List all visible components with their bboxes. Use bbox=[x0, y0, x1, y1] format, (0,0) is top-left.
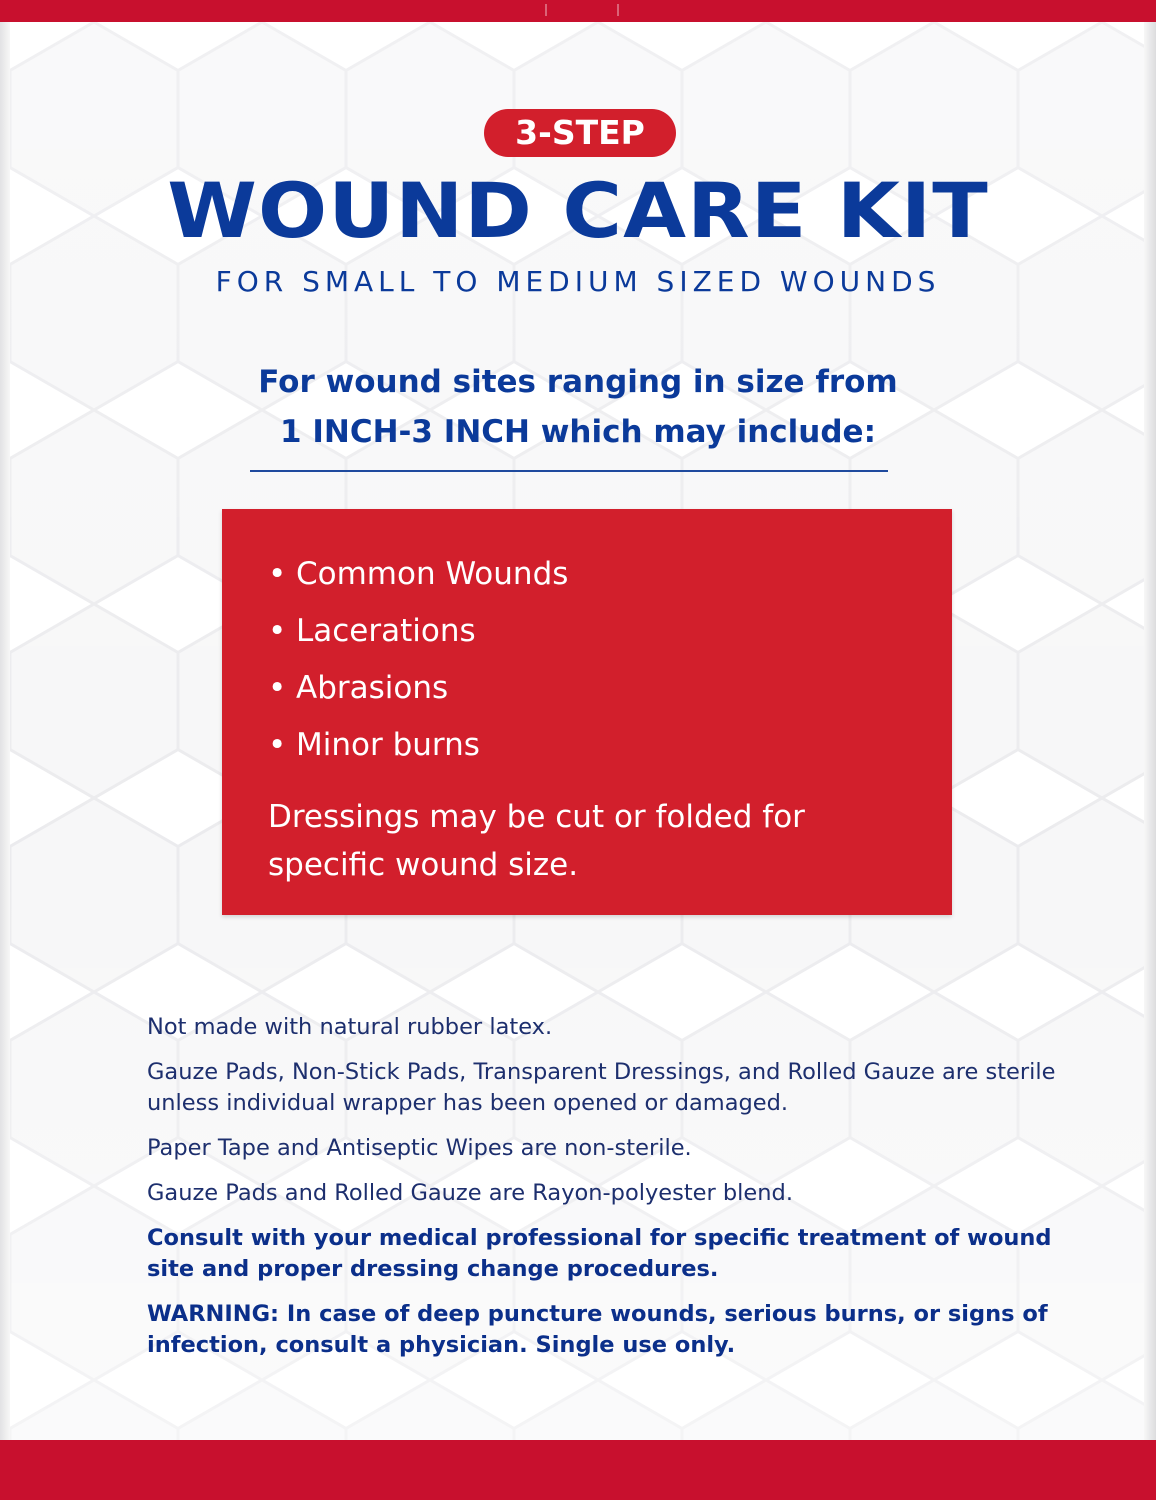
kit-subtitle: FOR SMALL TO MEDIUM SIZED WOUNDS bbox=[215, 265, 941, 298]
list-item: • Minor burns bbox=[268, 717, 568, 774]
sterile-statement: Gauze Pads, Non-Stick Pads, Transparent Dressings, and Rolled Gauze are sterile unless individual wrapper has been opened or damaged. bbox=[147, 1059, 1056, 1116]
material-statement: Gauze Pads and Rolled Gauze are Rayon-polyester blend. bbox=[147, 1180, 793, 1206]
step-badge: 3-STEP bbox=[484, 109, 676, 157]
box-flap-tab bbox=[545, 4, 619, 16]
wound-types-box bbox=[222, 509, 952, 915]
top-red-band bbox=[0, 0, 1156, 22]
bottom-red-band bbox=[0, 1440, 1156, 1500]
list-item: • Abrasions bbox=[268, 660, 568, 717]
range-line: For wound sites ranging in size from bbox=[258, 364, 898, 400]
bullet-icon: • bbox=[268, 613, 287, 649]
list-item: • Common Wounds bbox=[268, 546, 568, 603]
kit-title: WOUND CARE KIT bbox=[167, 166, 989, 255]
non-sterile-statement: Paper Tape and Antiseptic Wipes are non-sterile. bbox=[147, 1135, 692, 1161]
consult-statement: Consult with your medical professional for specific treatment of wound site and proper dressing change procedures. bbox=[147, 1225, 1052, 1282]
dressing-note: Dressings may be cut or folded for specific wound size. bbox=[268, 799, 805, 883]
latex-statement: Not made with natural rubber latex. bbox=[147, 1014, 553, 1040]
wound-types-list bbox=[268, 546, 568, 774]
warning-statement: WARNING: In case of deep puncture wounds, serious burns, or signs of infection, consult a physician. Single use only. bbox=[147, 1301, 1048, 1358]
bullet-icon: • bbox=[268, 727, 287, 763]
bullet-icon: • bbox=[268, 670, 287, 706]
divider-line bbox=[250, 470, 888, 472]
size-range-text bbox=[0, 357, 1156, 457]
list-item: • Lacerations bbox=[268, 603, 568, 660]
product-info bbox=[147, 1012, 1087, 1375]
bullet-icon: • bbox=[268, 556, 287, 592]
range-line: 1 INCH-3 INCH which may include: bbox=[280, 414, 876, 450]
